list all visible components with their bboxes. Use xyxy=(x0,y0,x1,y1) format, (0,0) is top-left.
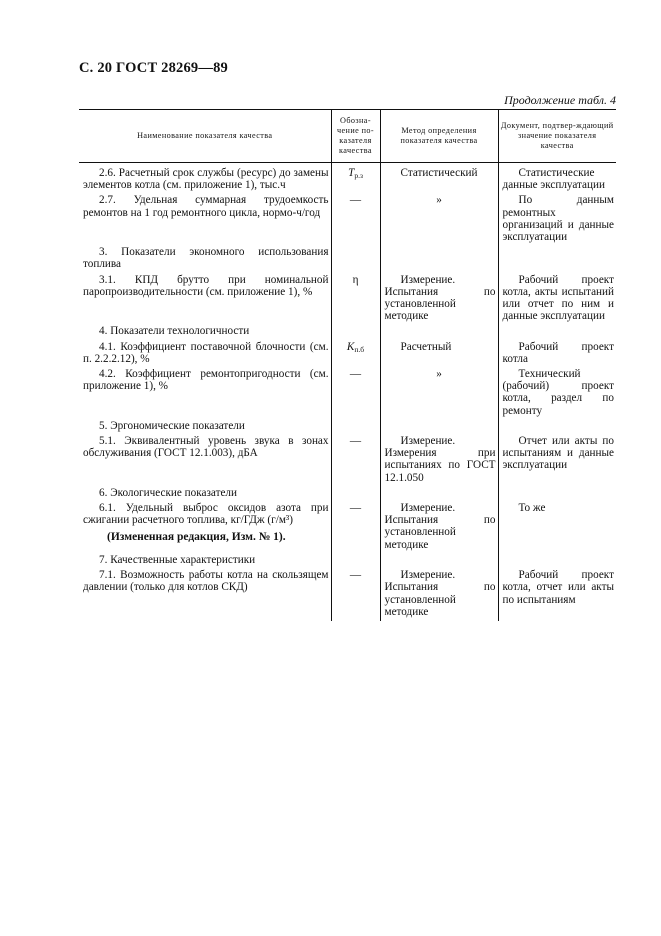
section-heading: 7. Качественные характеристики xyxy=(99,553,256,566)
indicator-document: То же xyxy=(498,502,616,554)
table-continuation-label: Продолжение табл. 4 xyxy=(504,93,616,107)
table-row xyxy=(79,341,616,368)
table-header-row xyxy=(79,110,616,163)
table-section-row xyxy=(79,487,616,502)
indicator-document: Рабочий проект котла, отчет или акты по испытаниям xyxy=(498,569,616,621)
indicator-symbol xyxy=(331,163,380,195)
table-section-row xyxy=(79,554,616,569)
indicator-method: Расчетный xyxy=(380,341,498,368)
indicator-document: Рабочий проект котла xyxy=(498,341,616,368)
indicator-method: » xyxy=(380,194,498,246)
indicator-document: Технический (рабочий) проект котла, раздел по ремонту xyxy=(498,368,616,420)
column-header-symbol: Обозна-чение по-казателя качества xyxy=(331,110,380,163)
indicator-method: Измерение. Испытания по установленной методике xyxy=(380,502,498,554)
indicator-name: 2.7. Удельная суммарная трудоемкость ремонтов на 1 год ремонтного цикла, нормо-ч/год xyxy=(83,194,329,219)
symbol-subscript: п.б xyxy=(354,344,365,354)
table-section-row xyxy=(79,246,616,273)
indicator-method: Измерение. Испытания по установленной методике xyxy=(380,274,498,326)
page-header: С. 20 ГОСТ 28269—89 xyxy=(79,60,228,76)
indicator-document: Рабочий проект котла, акты испытаний или отчет по ним и данные эксплуатации xyxy=(498,274,616,326)
table-section-row xyxy=(79,325,616,340)
column-header-method: Метод определения показателя качества xyxy=(380,110,498,163)
table-row xyxy=(79,569,616,621)
symbol-subscript: р.з xyxy=(354,171,363,180)
table-row xyxy=(79,435,616,487)
indicator-name: 6.1. Удельный выброс оксидов азота при сжигании расчетного топлива, кг/ГДж (г/м³) xyxy=(83,502,329,527)
symbol-letter: K xyxy=(346,340,355,353)
table-row xyxy=(79,194,616,246)
section-heading: 5. Эргономические показатели xyxy=(99,419,245,432)
indicator-document: По данным ремонтных организаций и данные эксплуатации xyxy=(498,194,616,246)
indicator-document: Отчет или акты по испытаниям и данные эксплуатации xyxy=(498,435,616,487)
indicator-name: 7.1. Возможность работы котла на скользящем давлении (только для котлов СКД) xyxy=(83,569,329,594)
indicator-method: Измерение. Испытания по установленной методике xyxy=(380,569,498,621)
column-header-document: Документ, подтвер-ждающий значение показателя качества xyxy=(498,110,616,163)
indicator-symbol: — xyxy=(331,368,380,420)
indicator-method: » xyxy=(380,368,498,420)
section-heading: 4. Показатели технологичности xyxy=(99,325,250,338)
indicator-symbol: η xyxy=(331,274,380,326)
table-row xyxy=(79,502,616,554)
amendment-note: (Измененная редакция, Изм. № 1). xyxy=(107,531,286,543)
symbol-letter: T xyxy=(348,167,355,179)
quality-indicators-table xyxy=(79,109,616,621)
indicator-name: 5.1. Эквивалентный уровень звука в зонах обслуживания (ГОСТ 12.1.003), дБА xyxy=(83,435,329,460)
indicator-name: 3.1. КПД брутто при номинальной паропроизводительности (см. приложение 1), % xyxy=(83,273,329,298)
indicator-name: 4.1. Коэффициент поставочной блочности (см. п. 2.2.2.12), % xyxy=(83,340,329,365)
section-heading: 6. Экологические показатели xyxy=(99,486,237,499)
table-row xyxy=(79,368,616,420)
section-heading: 3. Показатели экономного использования топлива xyxy=(83,246,329,271)
table-section-row xyxy=(79,420,616,435)
indicator-symbol: — xyxy=(331,435,380,487)
table-row xyxy=(79,274,616,326)
table-row xyxy=(79,163,616,195)
indicator-method: Измерение. Измерения при испытаниях по ГОСТ 12.1.050 xyxy=(380,435,498,487)
indicator-name: 2.6. Расчетный срок службы (ресурс) до замены элементов котла (см. приложение 1), тыс.ч xyxy=(83,167,329,192)
indicator-symbol: — xyxy=(331,194,380,246)
indicator-name: 4.2. Коэффициент ремонтопригодности (см. приложение 1), % xyxy=(83,368,329,393)
indicator-method: Статистический xyxy=(380,163,498,195)
indicator-symbol: — xyxy=(331,569,380,621)
indicator-symbol xyxy=(331,341,380,368)
indicator-symbol: — xyxy=(331,502,380,554)
column-header-name: Наименование показателя качества xyxy=(79,110,331,163)
indicator-document: Статистические данные эксплуатации xyxy=(498,163,616,195)
